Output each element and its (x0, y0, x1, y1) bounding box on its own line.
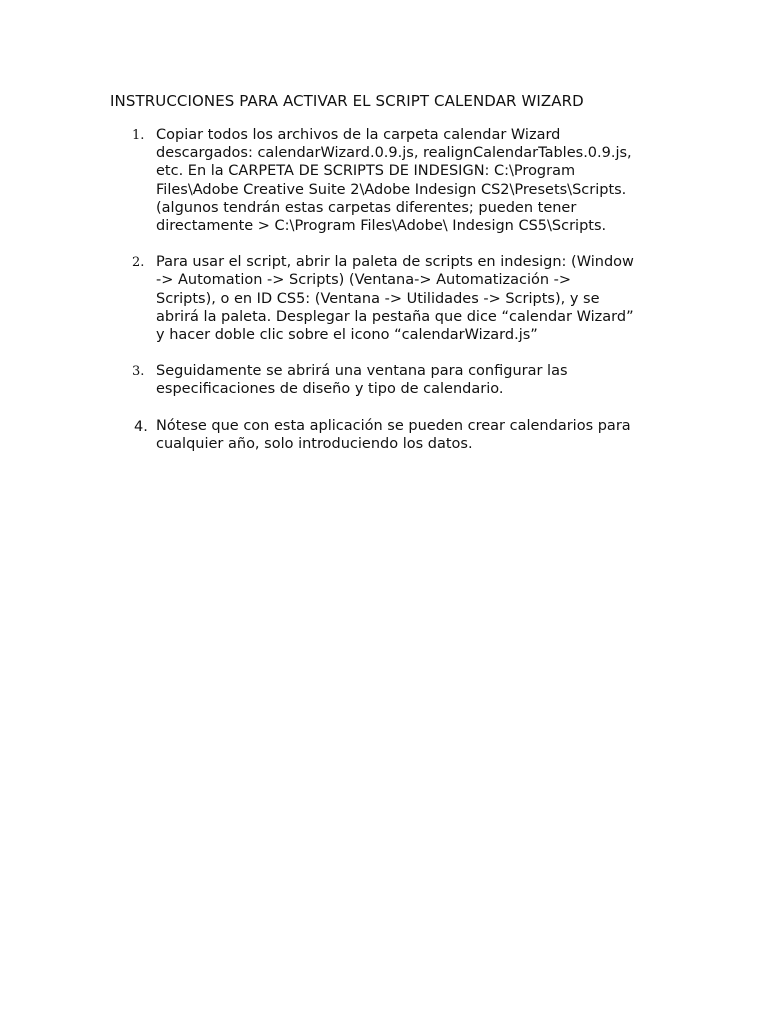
list-item-text-line: etc. En la CARPETA DE SCRIPTS DE INDESIGN: C:\Program (156, 163, 576, 180)
list-item-text-line: (algunos tendrán estas carpetas diferentes; pueden tener (156, 199, 577, 216)
instruction-list (110, 126, 670, 471)
list-item-text-line: -> Automation -> Scripts) (Ventana-> Automatización -> (156, 272, 572, 289)
list-item-text-line: Seguidamente se abrirá una ventana para configurar las (156, 363, 568, 380)
list-item-2 (110, 253, 670, 344)
list-number: 1. (132, 128, 145, 143)
list-number: 4. (134, 418, 148, 435)
list-item-text-line: abrirá la paleta. Desplegar la pestaña que dice “calendar Wizard” (156, 308, 634, 325)
list-number: 3. (132, 364, 145, 380)
list-item-text-line: especificaciones de diseño y tipo de calendario. (156, 381, 504, 398)
list-item-text-line: Copiar todos los archivos de la carpeta calendar Wizard (156, 127, 561, 143)
list-item-text-line: directamente > C:\Program Files\Adobe\ Indesign CS5\Scripts. (156, 218, 607, 235)
list-item-text-line: Para usar el script, abrir la paleta de scripts en indesign: (Window (156, 254, 634, 271)
list-item-3 (110, 362, 670, 398)
list-item-text-line: Files\Adobe Creative Suite 2\Adobe Indesign CS2\Presets\Scripts. (156, 181, 627, 198)
list-item-text-line: Scripts), o en ID CS5: (Ventana -> Utilidades -> Scripts), y se (156, 290, 600, 307)
list-item-text-line: descargados: calendarWizard.0.9.js, realignCalendarTables.0.9.js, (156, 145, 632, 162)
list-item-4 (110, 417, 670, 453)
list-item-1 (110, 126, 670, 235)
list-item-text-line: Nótese que con esta aplicación se pueden crear calendarios para (156, 417, 631, 434)
list-item-text-line: cualquier año, solo introduciendo los datos. (156, 435, 473, 452)
list-item-text-line: y hacer doble clic sobre el icono “calendarWizard.js” (156, 327, 538, 344)
list-number: 2. (132, 255, 145, 271)
document-title: INSTRUCCIONES PARA ACTIVAR EL SCRIPT CALENDAR WIZARD (110, 92, 584, 110)
